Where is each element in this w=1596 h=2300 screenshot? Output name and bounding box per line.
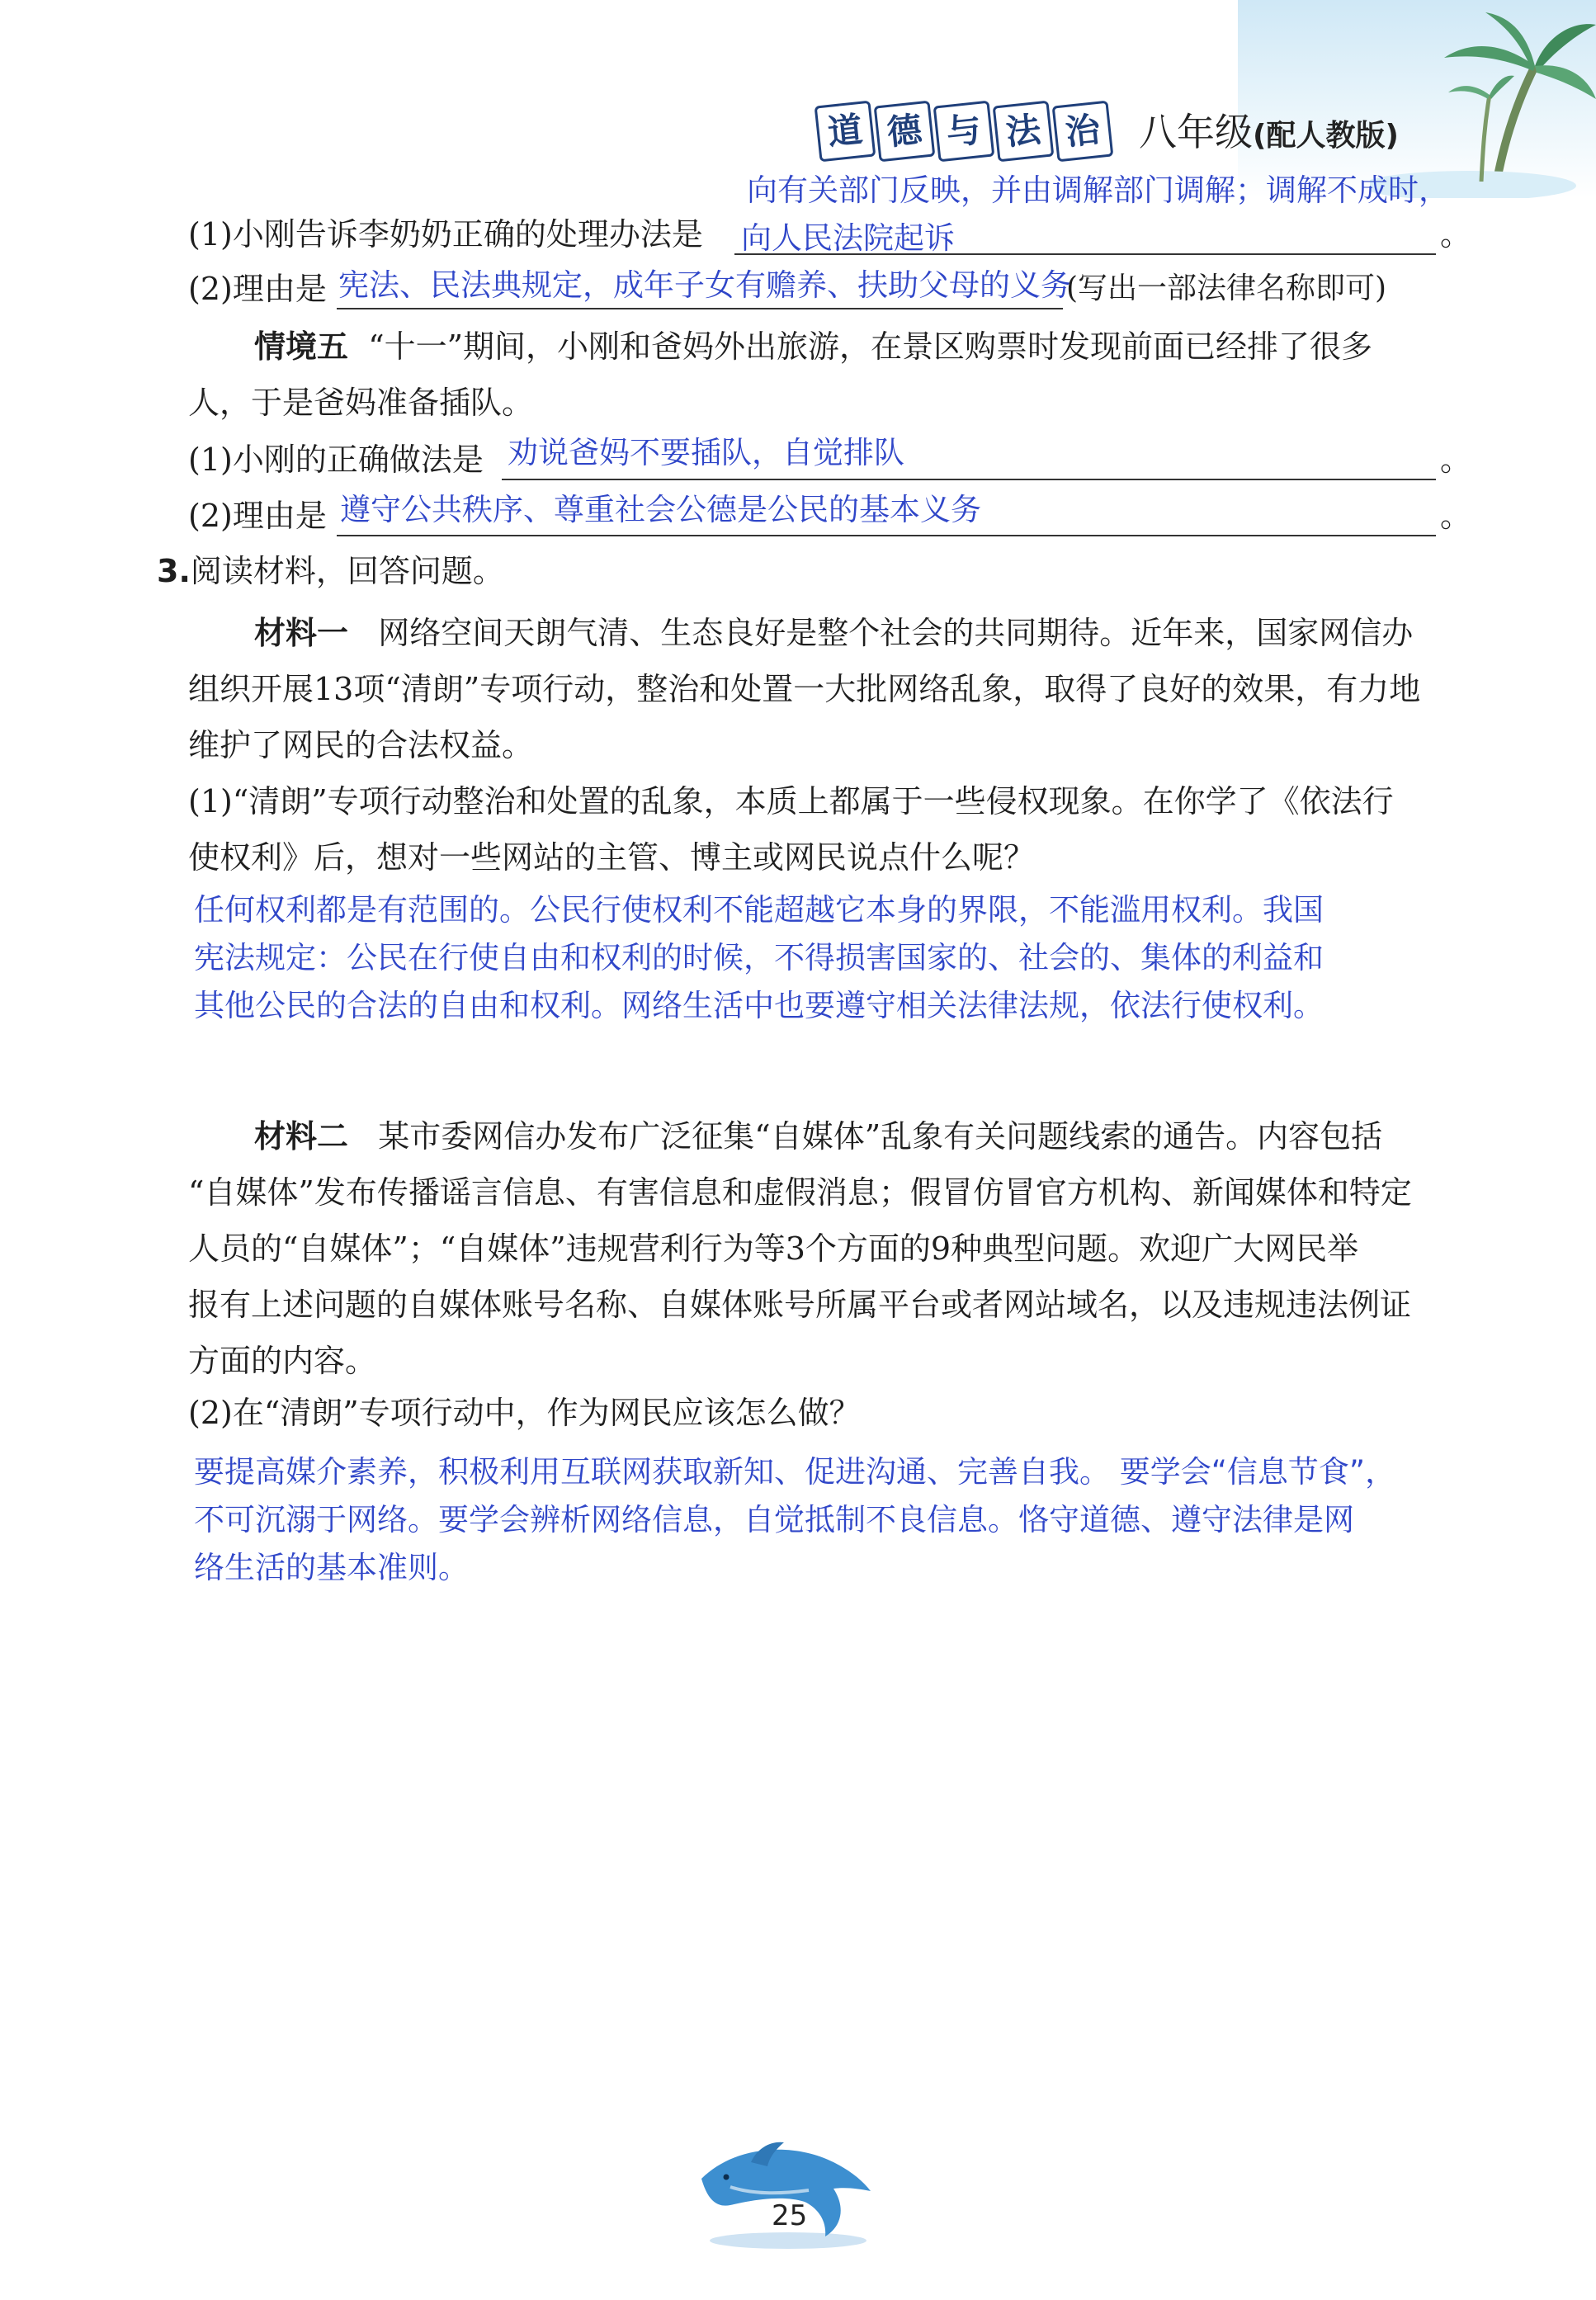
q3-q1-answer-line3: 其他公民的合法的自由和权利。网络生活中也要遵守相关法律法规，依法行使权利。	[194, 988, 1324, 1023]
subject-char-1: 道	[815, 101, 876, 163]
grade-edition: (配人教版)	[1253, 119, 1399, 153]
material1-line1-text: 网络空间天朗气清、生态良好是整个社会的共同期待。近年来，国家网信办	[378, 615, 1414, 651]
material1-line3: 维护了网民的合法权益。	[188, 727, 534, 763]
s5-q1-blank	[502, 479, 1436, 480]
material2-line3: 人员的“自媒体”；“自媒体”违规营利行为等3个方面的9种典型问题。欢迎广大网民举	[188, 1230, 1359, 1267]
q3-number: 3.	[157, 553, 191, 589]
material1-line1	[188, 605, 1476, 661]
q3-q1	[188, 773, 1476, 886]
s5-q1-suffix: 。	[1440, 442, 1472, 478]
material1-line2: 组织开展13项“清朗”专项行动，整治和处置一大批网络乱象，取得了良好的效果，有力地	[188, 671, 1421, 707]
s4-q1-answer: 向人民法院起诉	[741, 220, 955, 256]
grade-label	[1139, 102, 1399, 157]
s4-q2-blank	[337, 308, 1063, 309]
q3-q2-answer-line2: 不可沉溺于网络。要学会辨析网络信息，自觉抵制不良信息。恪守道德、遵守法律是网	[194, 1502, 1354, 1537]
subject-char-3: 与	[933, 101, 995, 163]
q3-q1-answer-line1: 任何权利都是有范围的。公民行使权利不能超越它本身的界限，不能滥用权利。我国	[194, 892, 1324, 928]
s5-q1-prefix: (1)小刚的正确做法是	[188, 442, 484, 478]
dolphin-icon	[693, 2129, 883, 2253]
s4-q1-prefix: (1)小刚告诉李奶奶正确的处理办法是	[188, 216, 703, 253]
s4-q1-suffix: 。	[1440, 216, 1472, 253]
s5-q1-answer: 劝说爸妈不要插队，自觉排队	[508, 435, 904, 470]
material2-label: 材料二	[254, 1118, 349, 1155]
q3-q1-answer-line2: 宪法规定：公民在行使自由和权利的时候，不得损害国家的、社会的、集体的利益和	[194, 940, 1324, 975]
s5-intro-line1	[254, 328, 1372, 366]
s4-q2-answer: 宪法、民法典规定，成年子女有赡养、扶助父母的义务	[338, 267, 1071, 303]
s5-q2-suffix: 。	[1440, 498, 1472, 534]
subject-char-2: 德	[874, 101, 936, 163]
s4-answer-line0: 向有关部门反映，并由调解部门调解；调解不成时，	[747, 172, 1449, 208]
material2-line1	[188, 1108, 1476, 1164]
grade-main: 八年级	[1139, 110, 1253, 154]
q3-q2-answer-line1: 要提高媒介素养，积极利用互联网获取新知、促进沟通、完善自我。 要学会“信息节食”，	[194, 1454, 1396, 1490]
material1	[188, 605, 1476, 773]
q3-q1-answer	[194, 886, 1481, 1030]
material2	[188, 1108, 1476, 1389]
q3-q2-answer-line3: 络生活的基本准则。	[194, 1550, 469, 1585]
s5-intro-text: “十一”期间，小刚和爸妈外出旅游，在景区购票时发现前面已经排了很多	[368, 328, 1373, 365]
q3-q1-line1: (1)“清朗”专项行动整治和处置的乱象，本质上都属于一些侵权现象。在你学了《依法行	[188, 783, 1394, 819]
s5-q2-prefix: (2)理由是	[188, 498, 327, 534]
subject-char-5: 治	[1052, 101, 1114, 163]
q3-title-text: 阅读材料，回答问题。	[190, 553, 504, 589]
page-number: 25	[772, 2199, 808, 2232]
s5-q2-blank	[337, 535, 1436, 536]
material1-label: 材料一	[254, 615, 349, 651]
material2-line2: “自媒体”发布传播谣言信息、有害信息和虚假消息；假冒仿冒官方机构、新闻媒体和特定	[188, 1174, 1412, 1211]
q3-q2: (2)在“清朗”专项行动中，作为网民应该怎么做？	[188, 1395, 861, 1431]
s4-q2-suffix: (写出一部法律名称即可)	[1066, 272, 1387, 305]
s5-label: 情境五	[254, 328, 349, 365]
material2-line5: 方面的内容。	[188, 1343, 377, 1379]
q3-q1-line2: 使权利》后，想对一些网站的主管、博主或网民说点什么呢？	[188, 839, 1036, 876]
material2-line1-text: 某市委网信办发布广泛征集“自媒体”乱象有关问题线索的通告。内容包括	[378, 1118, 1383, 1155]
subject-char-4: 法	[993, 101, 1055, 163]
s5-q2-answer: 遵守公共秩序、尊重社会公德是公民的基本义务	[340, 492, 981, 527]
small-palm-icon	[1448, 58, 1514, 182]
q3-q2-answer	[194, 1448, 1481, 1592]
s5-intro-line2: 人，于是爸妈准备插队。	[188, 385, 534, 421]
material2-line4: 报有上述问题的自媒体账号名称、自媒体账号所属平台或者网站域名，以及违规违法例证	[188, 1287, 1412, 1323]
q3-title	[157, 553, 504, 591]
s4-q2-prefix: (2)理由是	[188, 271, 327, 307]
